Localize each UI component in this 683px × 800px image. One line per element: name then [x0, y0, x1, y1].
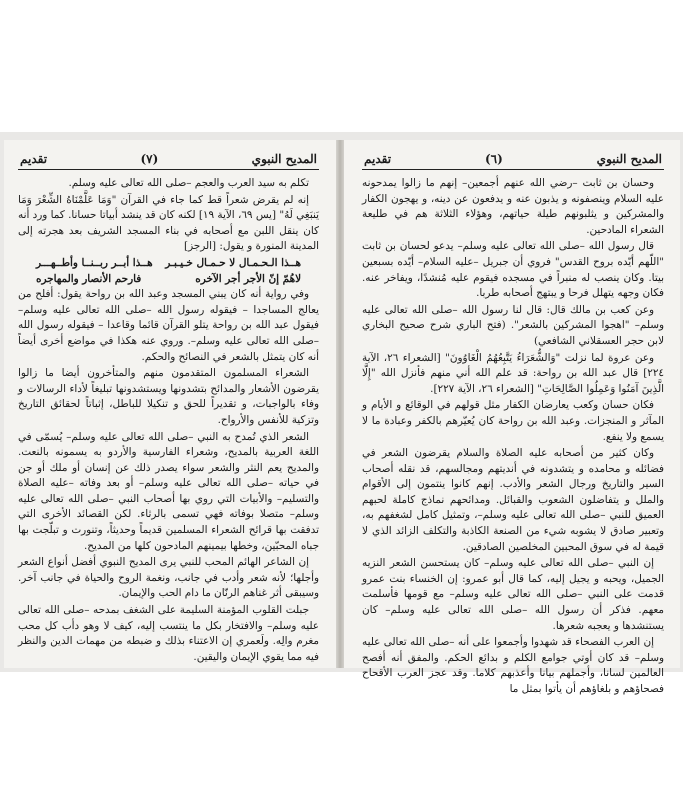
right-page: [344, 140, 680, 695]
paragraph: وعن عروة لما نزلت "وَالشُّعَرَاءُ يَتَّبِعُهُمُ الْغَاوُونَ" [الشعراء ٢٦، الآية ٢٢٤] قال عبد الله بن رواحة: قد علم الله أني منهم فأنزل الله "إِلَّا الَّذِينَ آمَنُوا وَعَمِلُوا الصَّالِحَاتِ" [الشعراء ٢٦، الآية ٢٢٧].: [362, 351, 664, 395]
paragraph: جبلت القلوب المؤمنة السليمة على الشغف بمدحه –صلى الله تعالى عليه وسلم– والافتخار بكل ما ينتسب إليه، كيف لا وهو دأب كل محب مغرم والِه. ولَعمري إن الاعتناء بذلك و ضبطه من مهمات الدين والنظر فيه مما يقوي الإيمان واليقين.: [18, 604, 319, 663]
paragraph: وكان كثير من أصحابه عليه الصلاة والسلام يقرضون الشعر في فضائله و محامده و يتشدونه في أنديتهم ومجالسهم، قد نقله أصحاب السير والتاريخ ورجال الشعر والأدب. إنهم كانوا ينتمون إلى الأقوام والملل و يتفاضلون الشعوب والقبائل. ومدائحهم نماذج كاملة لحبهم العميق للنبي –صلى الله تعالى عليه وسلم–، وتمثيل كامل لشغفهم به، وتعبير صادق لا يشوبه شيء من الصنعة الكاذبة والتكلف الزائد الذي لا قيمة له في سوق المحبين المخلصين الصادقين.: [362, 447, 664, 553]
paragraph: وحسان بن ثابت –رضي الله عنهم أجمعين– إنهم ما زالوا يمدحونه عليه السلام وينصفونه و يذبون عنه و يدفعون عن دينه، و يهجون الكفار والمشركين و يثلبونهم طيلة حياتهم، وهؤلاء الثلاثة هم في طليعة الشعراء المادحين.: [362, 177, 664, 236]
left-page: [4, 140, 337, 668]
left-book-title: المديح النبوي: [251, 152, 317, 166]
verse-hemistich: هــذا الـحـمـال لا حـمـال خـيـبـر: [165, 256, 301, 269]
paragraph: وفي رواية أنه كان يبني المسجد وعبد الله بن رواحة يقول: أفلح من يعالج المساجدا – فيقوله رسول الله –صلى الله تعالى عليه وسلم– فيقول عبد الله بن رواحة يتلو القرآن قائما وقاعدا – فيقوله رسول الله –صلى الله تعالى عليه وسلم–. وروي عنه هكذا في مواضع أخرى أيضاً أنه كان يتمثل بالشعر في النصائح والحكم.: [18, 288, 319, 363]
verse-hemistich: فارحم الأنصار والمهاجره: [36, 272, 142, 285]
verse-line: [18, 256, 319, 272]
left-page-body: [18, 176, 319, 665]
left-section-title: تقديم: [20, 152, 48, 166]
paragraph: تكلم به سيد العرب والعجم –صلى الله تعالى عليه وسلم.: [68, 177, 309, 189]
paragraph: فكان حسان وكعب يعارضان الكفار مثل قولهم في الوقائع و الأيام و المآثر و المنجزات. وعبد الله بن رواحة كان يُعيّرهم بالكفر وعبادة ما لا يسمع ولا ينفع.: [362, 399, 664, 443]
paragraph: إنه لم يقرض شعراً قط كما جاء في القرآن "وَمَا عَلَّمْنَاهُ الشِّعْرَ وَمَا يَنبَغِي لَهُ" [يس ٦٩، الآية ١٩] لكنه كان قد ينشد أبياتا حسانا. كما ورد أنه كان ينقل اللبن مع أصحابه في بناء المسجد الشريف بعد هجرته إلى المدينة المنورة و يقول: [الرجز]: [18, 193, 319, 253]
paragraph: إن النبي –صلى الله تعالى عليه وسلم– كان يستحسن الشعر النزيه الجميل، ويحبه و يجيل إليه، كما قال أبو عمرو: إن الخنساء بنت عمرو قدمت على النبي –صلى الله تعالى عليه وسلم– مع قومها فأسلمت معهم. فذكر أن رسول الله –صلى الله تعالى عليه وسلم– كان يستنشدها و يعجبه شعرها.: [362, 557, 664, 632]
paragraph: قال رسول الله –صلى الله تعالى عليه وسلم– يدعو لحسان بن ثابت "اللّهم أيّده بروح القدس" فروي أن جبريل –عليه السلام– أيّده بسبعين بيتا. وكان ينصب له منبراً في مسجده فيقوم عليه مُنشدًا، ويفاخر عنه. فكان وجهه يتهلل فرحا و يبتهج أصحابه طربا.: [362, 240, 664, 300]
right-section-title: تقديم: [364, 152, 392, 166]
verse-hemistich: هــذا أبــر ربــنــا وأطــهـــر: [36, 256, 153, 269]
left-page-number: (٧): [140, 152, 159, 166]
paragraph: الشعراء المسلمون المتقدمون منهم والمتأخرون أيضا ما زالوا يقرضون الأشعار والمدائح بتشدونها ويستشدونها تبليغاً لأداء الرسالات و وفاء بالواجبات، و تقديراً للحق و تنكيلا للباطل، إثباتاً لحقائق التاريخ وتزكية للأنفس والأرواح.: [18, 367, 319, 426]
right-page-number: (٦): [484, 152, 503, 166]
paragraph: الشعر الذي تُمدح به النبي –صلى الله تعالى عليه وسلم– يُسمّى في اللغة العربية بالمديح، وشعراء الفارسية والأردو به يسمونه بالنعت. والمديح يعم النثر والشعر سواء يصدر ذلك عن إنسان أو ملك أو جن في حياته –صلى الله تعالى عليه وسلم– أو بعد وفاته –عليه الصلاة والتسليم– والأبيات التي روي بها أصحاب النبي –صلى الله تعالى عليه وسلم– متصلا بوفاته فهي تسمى بالرثاء. لكن القصائد الأخرى التي تدفقت بها قرائح الشعراء المسلمين قديماً وحديثاً، وتنورت و تبلّجت بها جباه المحبّين، وخطها بيمينهم المادحون كلها من المديح.: [18, 430, 319, 552]
paragraph: إن الشاعر الهائم المحب للنبي يرى المديح النبوي أفضل أنواع الشعر وأجلها؛ لأنه شعر وأدب في جانب، ونغمة الروح والحياة في جانب آخر. وسيبقى أثر غناهم الرنّان ما دام الحب والإيمان.: [18, 556, 319, 600]
right-page-header: [362, 150, 664, 170]
right-book-title: المديح النبوي: [596, 152, 662, 166]
right-page-body: [362, 176, 664, 698]
paragraph: وعن كعب بن مالك قال: قال لنا رسول الله –صلى الله تعالى عليه وسلم– "اهجوا المشركين بالشعر". (فتح الباري شرح صحيح البخاري لابن حجر العسقلاني الشافعي): [362, 303, 664, 347]
verse-line: [18, 272, 319, 288]
verse-hemistich: لاهُمّ إنّ الأجر أجر الآخره: [195, 272, 301, 285]
left-page-header: [18, 150, 319, 170]
paragraph: إن العرب الفصحاء قد شهدوا وأجمعوا على أنه –صلى الله تعالى عليه وسلم– قد كان أوتي جوامع الكلم و بدائع الحكم. والمفق أنه أفصح العالمين لسانا، وأجملهم بيانا وأعذبهم كلاما. وقد عجز العرب الأقحاح فصحاؤهم و بلغاؤهم أن يأتوا بمثل ما: [362, 636, 664, 695]
